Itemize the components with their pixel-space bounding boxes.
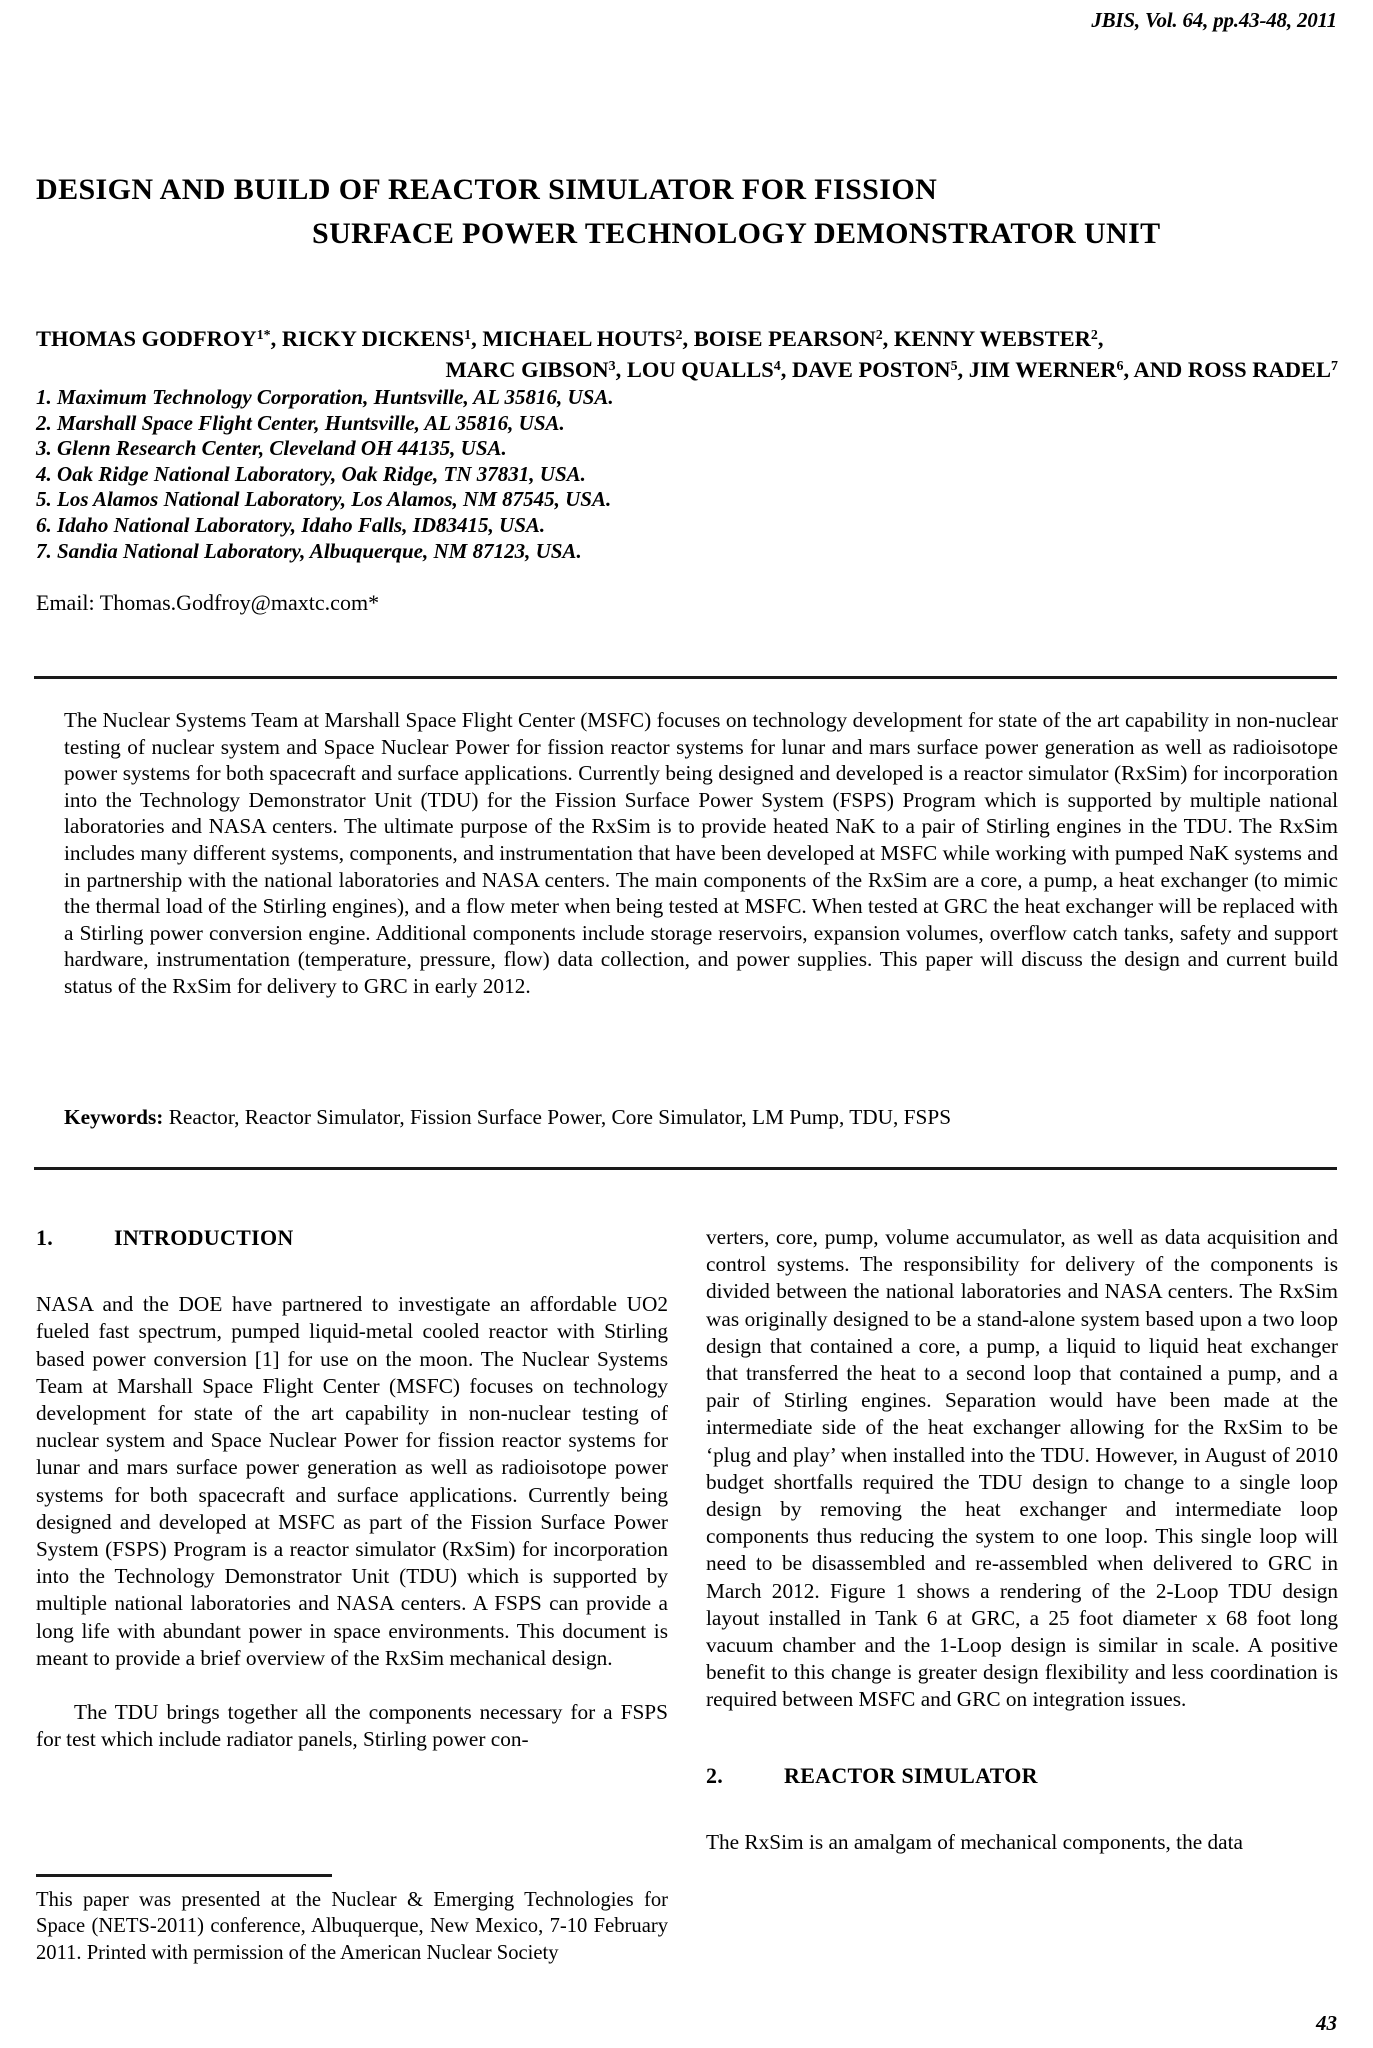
footnote-text: This paper was presented at the Nuclear & Emerging Technologies for Space (NETS-2011) conference, Albuquerque, New Mexico, 7-10 February 2011. Printed with permission of the American Nuclear Society — [36, 1889, 668, 1964]
affiliation-item: 7. Sandia National Laboratory, Albuquerque, NM 87123, USA. — [36, 538, 582, 563]
keywords-label: Keywords: — [64, 1105, 164, 1129]
section-heading-reactor-simulator — [706, 1762, 1338, 1789]
journal-reference: JBIS, Vol. 64, pp.43-48, 2011 — [1091, 8, 1337, 32]
author-line-1: THOMAS $GODFROY^{1*}$, RICKY DICKENS$^1$, MICHAEL HOUTS$^2$, BOISE PEARSON$^2$, KENNY WEBSTER$^2$, — [36, 326, 1104, 351]
affiliation-item: 5. Los Alamos National Laboratory, Los Alamos, NM 87545, USA. — [36, 487, 612, 512]
abstract-top-rule — [34, 676, 1337, 679]
section-heading-introduction — [36, 1224, 668, 1251]
abstract-bottom-rule — [34, 1167, 1337, 1170]
affiliation-item: 2. Marshall Space Flight Center, Huntsville, AL 35816, USA. — [36, 410, 565, 435]
section-title: INTRODUCTION — [114, 1225, 294, 1250]
author-line-2: MARC GIBSON$^3$, LOU QUALLS$^4$, DAVE POSTON$^5$, JIM WERNER$^6$, AND ROSS RADEL$^7$ — [445, 357, 1338, 382]
affiliation-item: 1. Maximum Technology Corporation, Huntsville, AL 35816, USA. — [36, 385, 614, 409]
paragraph: verters, core, pump, volume accumulator, as well as data acquisition and control systems. The responsibility for delivery of the components is divided between the national laboratories and NASA centers. The RxSim was originally designed to be a stand-alone system based upon a two loop design that contained a core, a pump, a liquid to liquid heat exchanger that transferred the heat to a second loop that contained a pump, and a pair of Stirling engines. Separation would have been made at the intermediate side of the heat exchanger allowing for the RxSim to be ‘plug and play’ when installed into the TDU. However, in August of 2010 budget shortfalls required the TDU design to change to a single loop design by removing the heat exchanger and intermediate loop components thus reducing the system to one loop. This single loop will need to be disassembled and re-assembled when delivered to GRC in March 2012. Figure 1 shows a rendering of the 2-Loop TDU design layout installed in Tank 6 at GRC, a 25 foot diameter x 68 foot long vacuum chamber and the 1-Loop design is similar in scale. A positive benefit to this change is greater design flexibility and less coordination is required between MSFC and GRC on integration issues. — [706, 1225, 1338, 1712]
section-title: REACTOR SIMULATOR — [784, 1762, 1038, 1788]
footnote-rule — [36, 1874, 332, 1877]
title-line-1: DESIGN AND BUILD OF REACTOR SIMULATOR FOR FISSION — [36, 173, 938, 206]
paragraph: NASA and the DOE have partnered to investigate an affordable UO2 fueled fast spectrum, pumped liquid-metal cooled reactor with Stirling based power conversion [1] for use on the moon. The Nuclear Systems Team at Marshall Space Flight Center (MSFC) focuses on technology development for state of the art capability in non-nuclear testing of nuclear system and Space Nuclear Power for fission reactor systems for lunar and mars surface power generation as well as radioisotope power systems for both spacecraft and surface applications. Currently being designed and developed at MSFC as part of the Fission Surface Power System (FSPS) Program is a reactor simulator (RxSim) for incorporation into the Technology Demonstrator Unit (TDU) which is supported by multiple national laboratories and NASA centers. A FSPS can provide a long life with abundant power in space environments. This document is meant to provide a brief overview of the RxSim mechanical design. — [36, 1292, 668, 1670]
abstract-text: The Nuclear Systems Team at Marshall Space Flight Center (MSFC) focuses on technology development for state of the art capability in non-nuclear testing of nuclear system and Space Nuclear Power for fission reactor systems for lunar and mars surface power generation as well as radioisotope power systems for both spacecraft and surface applications. Currently being designed and developed is a reactor simulator (RxSim) for incorporation into the Technology Demonstrator Unit (TDU) for the Fission Surface Power System (FSPS) Program which is supported by multiple national laboratories and NASA centers. The ultimate purpose of the RxSim is to provide heated NaK to a pair of Stirling engines in the TDU. The RxSim includes many different systems, components, and instrumentation that have been developed at MSFC while working with pumped NaK systems and in partnership with the national laboratories and NASA centers. The main components of the RxSim are a core, a pump, a heat exchanger (to mimic the thermal load of the Stirling engines), and a flow meter when being tested at MSFC. When tested at GRC the heat exchanger will be replaced with a Stirling power conversion engine. Additional components include storage reservoirs, expansion volumes, overflow catch tanks, safety and support hardware, instrumentation (temperature, pressure, flow) data collection, and power supplies. This paper will discuss the design and current build status of the RxSim for delivery to GRC in early 2012. — [64, 708, 1338, 998]
paragraph: The RxSim is an amalgam of mechanical components, the data — [706, 1829, 1243, 1854]
affiliation-item: 4. Oak Ridge National Laboratory, Oak Ridge, TN 37831, USA. — [36, 461, 586, 486]
section-number: 2. — [706, 1762, 724, 1788]
paragraph: The TDU brings together all the components necessary for a FSPS for test which include radiator panels, Stirling power con- — [36, 1700, 668, 1752]
keywords-values: Reactor, Reactor Simulator, Fission Surface Power, Core Simulator, LM Pump, TDU, FSPS — [163, 1105, 952, 1129]
page-number: 43 — [1316, 2011, 1337, 2035]
affiliation-item: 6. Idaho National Laboratory, Idaho Falls, ID83415, USA. — [36, 512, 546, 537]
affiliation-item: 3. Glenn Research Center, Cleveland OH 44135, USA. — [36, 436, 507, 461]
page-title — [36, 168, 1336, 256]
body-column-left — [36, 1224, 668, 1753]
affiliation-list — [36, 385, 614, 564]
body-column-right — [706, 1224, 1338, 1856]
section-number: 1. — [36, 1225, 54, 1250]
keywords-line — [64, 1104, 1338, 1131]
author-list — [36, 323, 1338, 385]
title-line-2: SURFACE POWER TECHNOLOGY DEMONSTRATOR UNIT — [312, 217, 1161, 250]
corresponding-email[interactable]: Email: Thomas.Godfroy@maxtc.com* — [36, 590, 380, 615]
